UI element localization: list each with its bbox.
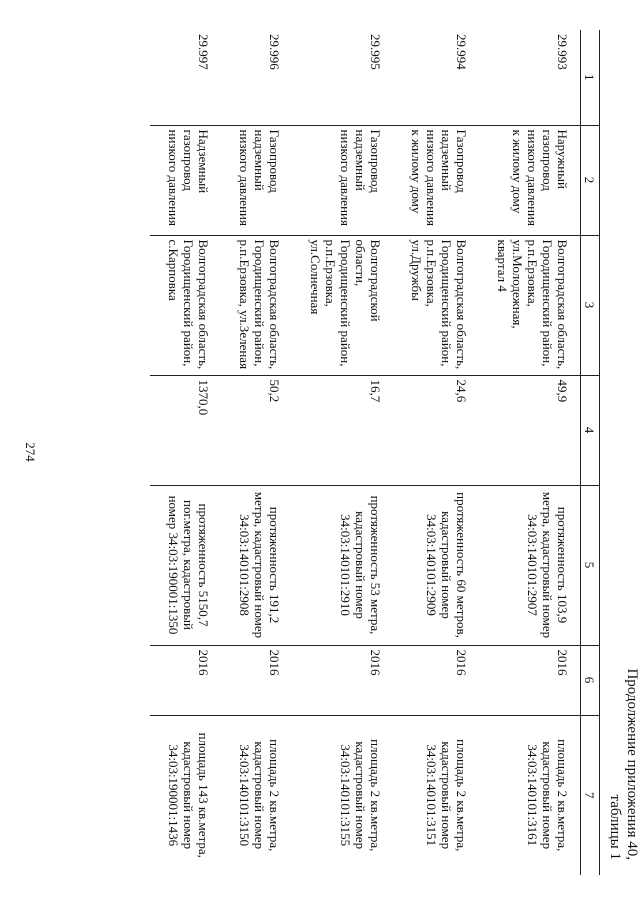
cell-area: площадь 2 кв.метра, кадастровый номер 34:03:140101:3151 bbox=[393, 715, 479, 875]
cell-year: 2016 bbox=[479, 645, 581, 715]
cell-name: Надземный газопровод низкого давления bbox=[150, 125, 221, 235]
table-row bbox=[479, 30, 581, 875]
cell-value: 1370,0 bbox=[150, 375, 221, 485]
table-row bbox=[292, 30, 393, 875]
caption-line-2: таблицы 1 bbox=[607, 794, 623, 860]
cell-extent: протяженность 5150,7 пог.метра, кадастровый номер 34:03:190001:1350 bbox=[150, 485, 221, 645]
column-header-5: 5 bbox=[581, 485, 600, 645]
column-header-6: 6 bbox=[581, 645, 600, 715]
page-number: 274 bbox=[23, 442, 38, 462]
table-row bbox=[393, 30, 479, 875]
cell-address: Волгоградская область, Городищенский район, с.Карповка bbox=[150, 235, 221, 375]
table-caption bbox=[606, 620, 640, 860]
table-row bbox=[221, 30, 292, 875]
cell-year: 2016 bbox=[150, 645, 221, 715]
cell-value: 49,9 bbox=[479, 375, 581, 485]
caption-line-1: Продолжение приложения 40, bbox=[624, 668, 640, 860]
cell-name: Газопровод надземный низкого давления bbox=[221, 125, 292, 235]
cell-extent: протяженность 60 метров, кадастровый номер 34:03:140101:2909 bbox=[393, 485, 479, 645]
column-header-3: 3 bbox=[581, 235, 600, 375]
cell-area: площадь 2 кв.метра, кадастровый номер 34:03:140101:3150 bbox=[221, 715, 292, 875]
cell-address: Волгоградской области, Городищенский район, р.п.Ерзовка, ул.Солнечная bbox=[292, 235, 393, 375]
cell-number: 29.997 bbox=[196, 34, 211, 70]
cell-number: 29.993 bbox=[555, 34, 570, 70]
column-header-2: 2 bbox=[581, 125, 600, 235]
cell-address: Волгоградская область, Городищенский район, р.п.Ерзовка, ул.Молодежная, квартал 4 bbox=[479, 235, 581, 375]
column-header-7: 7 bbox=[581, 715, 600, 875]
cell-number: 29.996 bbox=[267, 34, 282, 70]
table-row bbox=[150, 30, 221, 875]
cell-extent: протяженность 103,9 метра, кадастровый номер 34:03:140101:2907 bbox=[479, 485, 581, 645]
column-header-4: 4 bbox=[581, 375, 600, 485]
cell-year: 2016 bbox=[221, 645, 292, 715]
property-table bbox=[150, 30, 600, 875]
cell-address: Волгоградская область, Городищенский район, р.п.Ерзовка, ул.Зеленая bbox=[221, 235, 292, 375]
cell-value: 24,6 bbox=[393, 375, 479, 485]
cell-area: площадь 2 кв.метра, кадастровый номер 34:03:140101:3161 bbox=[479, 715, 581, 875]
cell-year: 2016 bbox=[393, 645, 479, 715]
cell-extent: протяженность 191,2 метра, кадастровый номер 34:03:140101:2908 bbox=[221, 485, 292, 645]
cell-number: 29.994 bbox=[454, 34, 469, 70]
rotated-page-content bbox=[95, 30, 640, 875]
cell-number: 29.995 bbox=[368, 34, 383, 70]
cell-address: Волгоградская область, Городищенский район, р.п.Ерзовка, ул.Дружбы bbox=[393, 235, 479, 375]
header-row bbox=[581, 30, 600, 875]
cell-name: Газопровод надземный низкого давления к жилому дому bbox=[393, 125, 479, 235]
column-header-1: 1 bbox=[581, 30, 600, 125]
cell-value: 50,2 bbox=[221, 375, 292, 485]
cell-value: 16,7 bbox=[292, 375, 393, 485]
cell-extent: протяженность 53 метра, кадастровый номер 34:03:140101:2910 bbox=[292, 485, 393, 645]
cell-name: Газопровод надземный низкого давления bbox=[292, 125, 393, 235]
cell-area: площадь 143 кв.метра, кадастровый номер 34:03:190001:1436 bbox=[150, 715, 221, 875]
cell-year: 2016 bbox=[292, 645, 393, 715]
cell-area: площадь 2 кв.метра, кадастровый номер 34:03:140101:3155 bbox=[292, 715, 393, 875]
cell-name: Наружный газопровод низкого давления к жилому дому bbox=[479, 125, 581, 235]
